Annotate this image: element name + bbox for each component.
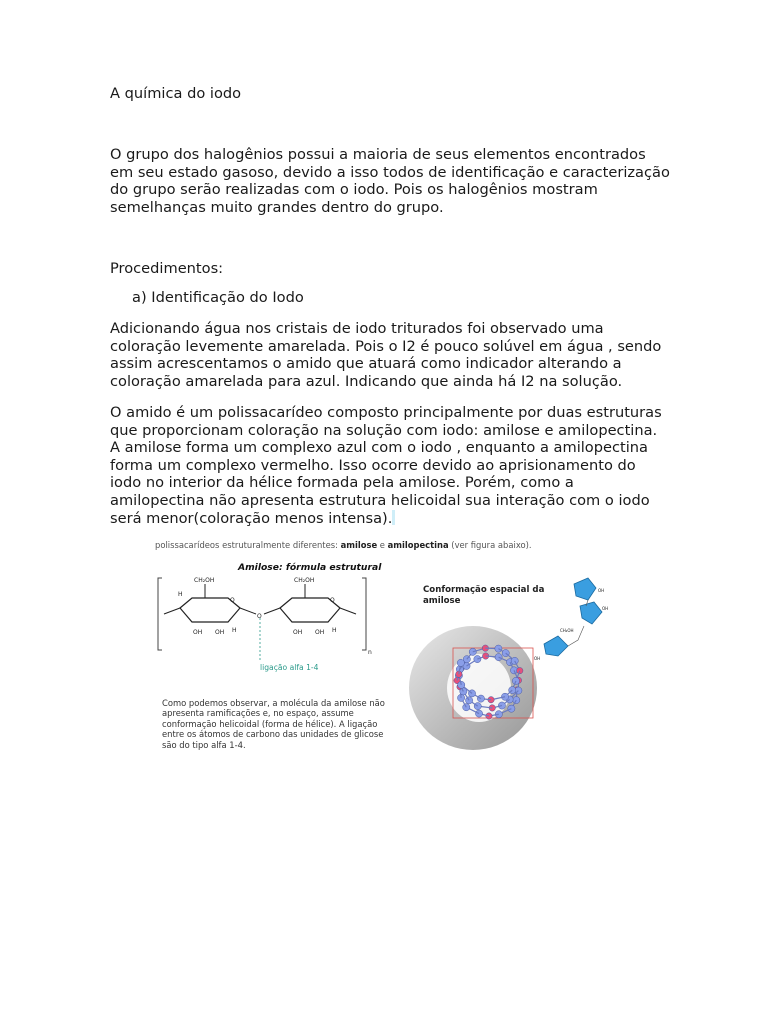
bridge-oxygen-label: O [257,613,262,620]
conformation-title: Conformação espacial da amilose [423,585,545,606]
helix-carbon-atom [463,704,470,711]
helix-carbon-atom [466,697,473,704]
procedure-item-a: a) Identificação do Iodo [132,289,304,306]
amylose-figure [150,528,615,770]
ch2oh-label-1: CH₂OH [194,577,215,584]
hydroxyl-label-1: OH [193,629,203,636]
figure-caption-top: polissacarídeos estruturalmente diferentes: amilose e amilopectina (ver figura abaixo). [155,540,532,550]
amylose-structure-title: Amilose: fórmula estrutural [238,562,382,573]
helix-carbon-atom [508,705,515,712]
glucose-hydroxyl-label-1: OH [598,588,605,593]
starch-paragraph-text: O amido é um polissacarídeo composto principalmente por duas estruturas que proporcionam coloração na solução com iodo: amilose e amilopectina. A amilose forma um complexo azul com o iodo , enquanto a amilopectina forma um complexo vermelho. Isso ocorre devido ao aprisionamento do iodo no interior da hélice formada pela amilose. Porém, como a amilopectina não apresenta estrutura helicoidal sua interação com o iodo será menor(coloração menos intensa). [110,404,662,527]
hydrogen-label-1: H [178,591,183,598]
hydroxyl-label-3: OH [293,629,303,636]
ch2oh-label-2: CH₂OH [294,577,315,584]
document-title: A química do iodo [110,85,242,102]
helix-carbon-atom [513,697,520,704]
glucose-hydroxyl-label-2: OH [602,606,609,611]
ring-oxygen-label-1: O [230,597,235,604]
glucose-ch2oh-label: CH₂OH [560,628,574,633]
text-cursor-highlight [392,510,395,525]
hydrogen-label-3: H [332,627,337,634]
helix-carbon-atom [512,677,519,684]
ring-oxygen-label-2: O [330,597,335,604]
figure-caption-bottom: Como podemos observar, a molécula da amilose não apresenta ramificações e, no espaço, assume conformação helicoidal (forma de hélice). A ligação entre os átomos de carbono das unidades de glicose são do tipo alfa 1-4. [162,698,385,750]
glucose-ribbon-illustration [530,566,615,671]
glucose-hydroxyl-label-3: OH [534,656,541,661]
intro-paragraph: O grupo dos halogênios possui a maioria de seus elementos encontrados em seu estado gasoso, devido a isso todos de identificação e caracterização do grupo serão realizadas com o iodo. Pois os halogênios mostram semelhanças muito grandes dentro do grupo. [110,146,670,216]
amylose-helix-illustration [405,588,545,768]
amylose-structural-formula [150,572,385,662]
procedures-heading: Procedimentos: [110,260,224,277]
hydroxyl-label-2: OH [215,629,225,636]
helix-carbon-atom [457,659,464,666]
repeat-n-label: n [368,649,372,656]
hydroxyl-label-4: OH [315,629,325,636]
helix-carbon-atom [474,655,481,662]
alpha-1-4-bond-label: ligação alfa 1-4 [260,663,319,672]
helix-carbon-atom [474,703,481,710]
starch-paragraph [110,404,670,527]
helix-carbon-atom [511,657,518,664]
hydrogen-label-2: H [232,627,237,634]
helix-carbon-atom [469,648,476,655]
identification-paragraph: Adicionando água nos cristais de iodo triturados foi observado uma coloração levemente amarelada. Pois o I2 é pouco solúvel em água , sendo assim acrescentamos o amido que atuará como indicador alterando a coloração amarelada para azul. Indicando que ainda há I2 na solução. [110,320,662,390]
